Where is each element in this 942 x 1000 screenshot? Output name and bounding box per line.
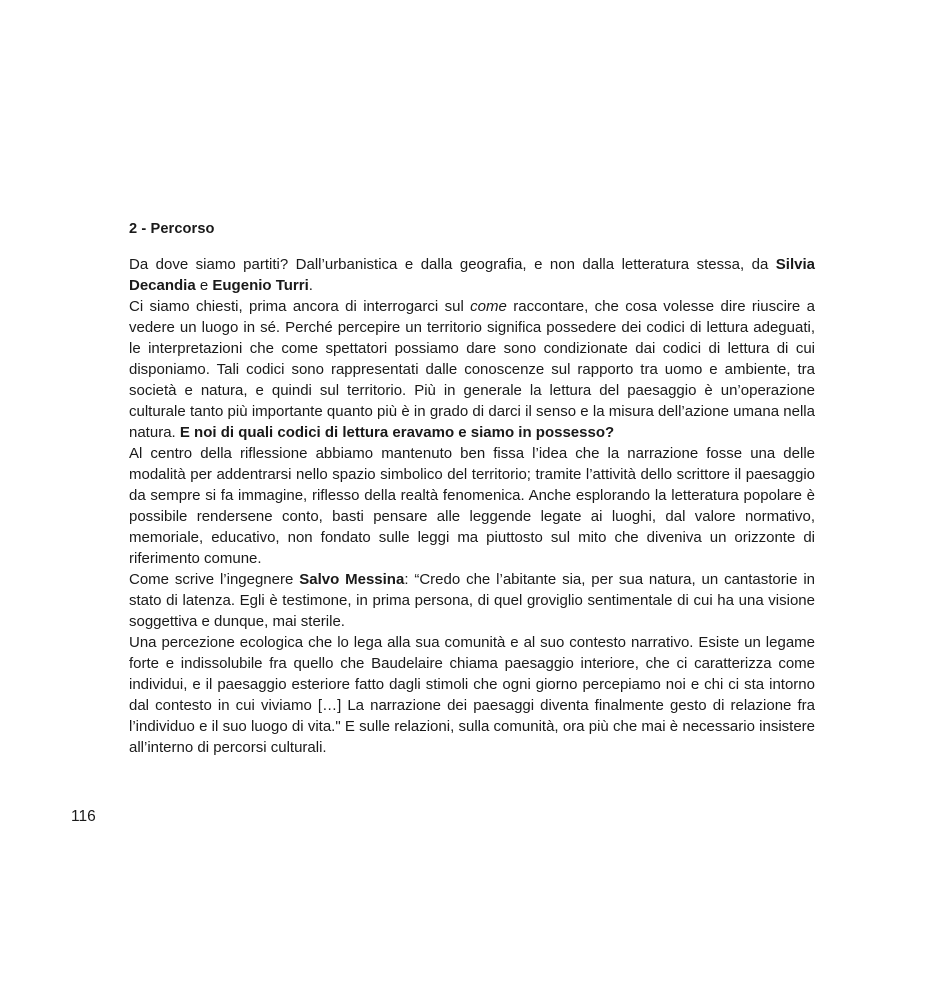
paragraph-1-run-2: e [195, 277, 213, 294]
paragraph-1-run-1: Da dove siamo partiti? Dall’urbanistica e dalla geografia, e non dalla letteratura stessa, da [129, 256, 776, 273]
paragraph-2-italic-come: come [470, 298, 507, 315]
page-number: 116 [71, 808, 96, 825]
paragraph-1-run-3: . [308, 277, 313, 294]
paragraph-2-bold-question: E noi di quali codici di lettura eravamo e siamo in possesso? [179, 424, 615, 441]
page-text-column [129, 219, 815, 758]
paragraph-1 [129, 254, 815, 296]
paragraph-1-bold-name-1: Silvia Decandia [129, 256, 815, 294]
section-heading: 2 - Percorso [129, 221, 215, 237]
paragraph-2 [129, 296, 815, 443]
paragraph-1-bold-name-2: Eugenio Turri [212, 277, 309, 294]
paragraph-2-run-2: raccontare, che cosa volesse dire riuscire a vedere un luogo in sé. Perché percepire un territorio significa possedere dei codici di lettura adeguati, le interpretazioni che come spettatori possiamo dare sono condizionate dai codici di lettura di cui disponiamo. Tali codici sono rappresentati dalle conoscenze sul rapporto tra uomo e ambiente, tra società e natura, e quindi sul territorio. Più in generale la lettura del paesaggio è un’operazione culturale tanto più importante quanto più è in grado di darci il senso e la misura dell’azione umana nella natura. [129, 298, 815, 441]
paragraph-4 [129, 569, 815, 632]
paragraph-4-bold-name: Salvo Messina [299, 571, 405, 588]
paragraph-2-run-1: Ci siamo chiesti, prima ancora di interrogarci sul [129, 298, 471, 315]
paragraph-4-run-1: Come scrive l’ingegnere [129, 571, 300, 588]
paragraph-3: Al centro della riflessione abbiamo mantenuto ben fissa l’idea che la narrazione fosse una delle modalità per addentrarsi nello spazio simbolico del territorio; tramite l’attività dello scrittore il paesaggio da sempre si fa immagine, riflesso della realtà fenomenica. Anche esplorando la letteratura popolare è possibile rendersene conto, basti pensare alle leggende legate ai luoghi, dal valore normativo, memoriale, educativo, non fondato sulle leggi ma piuttosto sul mito che diveniva un orizzonte di riferimento comune. [129, 445, 815, 567]
paragraph-4-quote-run: : “Credo che l’abitante sia, per sua natura, un cantastorie in stato di latenza. Egli è testimone, in prima persona, di quel groviglio sentimentale di cui ha una visione soggettiva e dunque, mai sterile. [129, 571, 815, 630]
paragraph-5: Una percezione ecologica che lo lega alla sua comunità e al suo contesto narrativo. Esiste un legame forte e indissolubile fra quello che Baudelaire chiama paesaggio interiore, che ci caratterizza come individui, e il paesaggio esteriore fatto dagli stimoli che ogni giorno percepiamo noi e chi ci sta intorno dal contesto in cui viviamo […] La narrazione dei paesaggi diventa finalmente gesto di relazione fra l’individuo e il suo luogo di vita." E sulle relazioni, sulla comunità, ora più che mai è necessario insistere all’interno di percorsi culturali. [129, 634, 815, 756]
